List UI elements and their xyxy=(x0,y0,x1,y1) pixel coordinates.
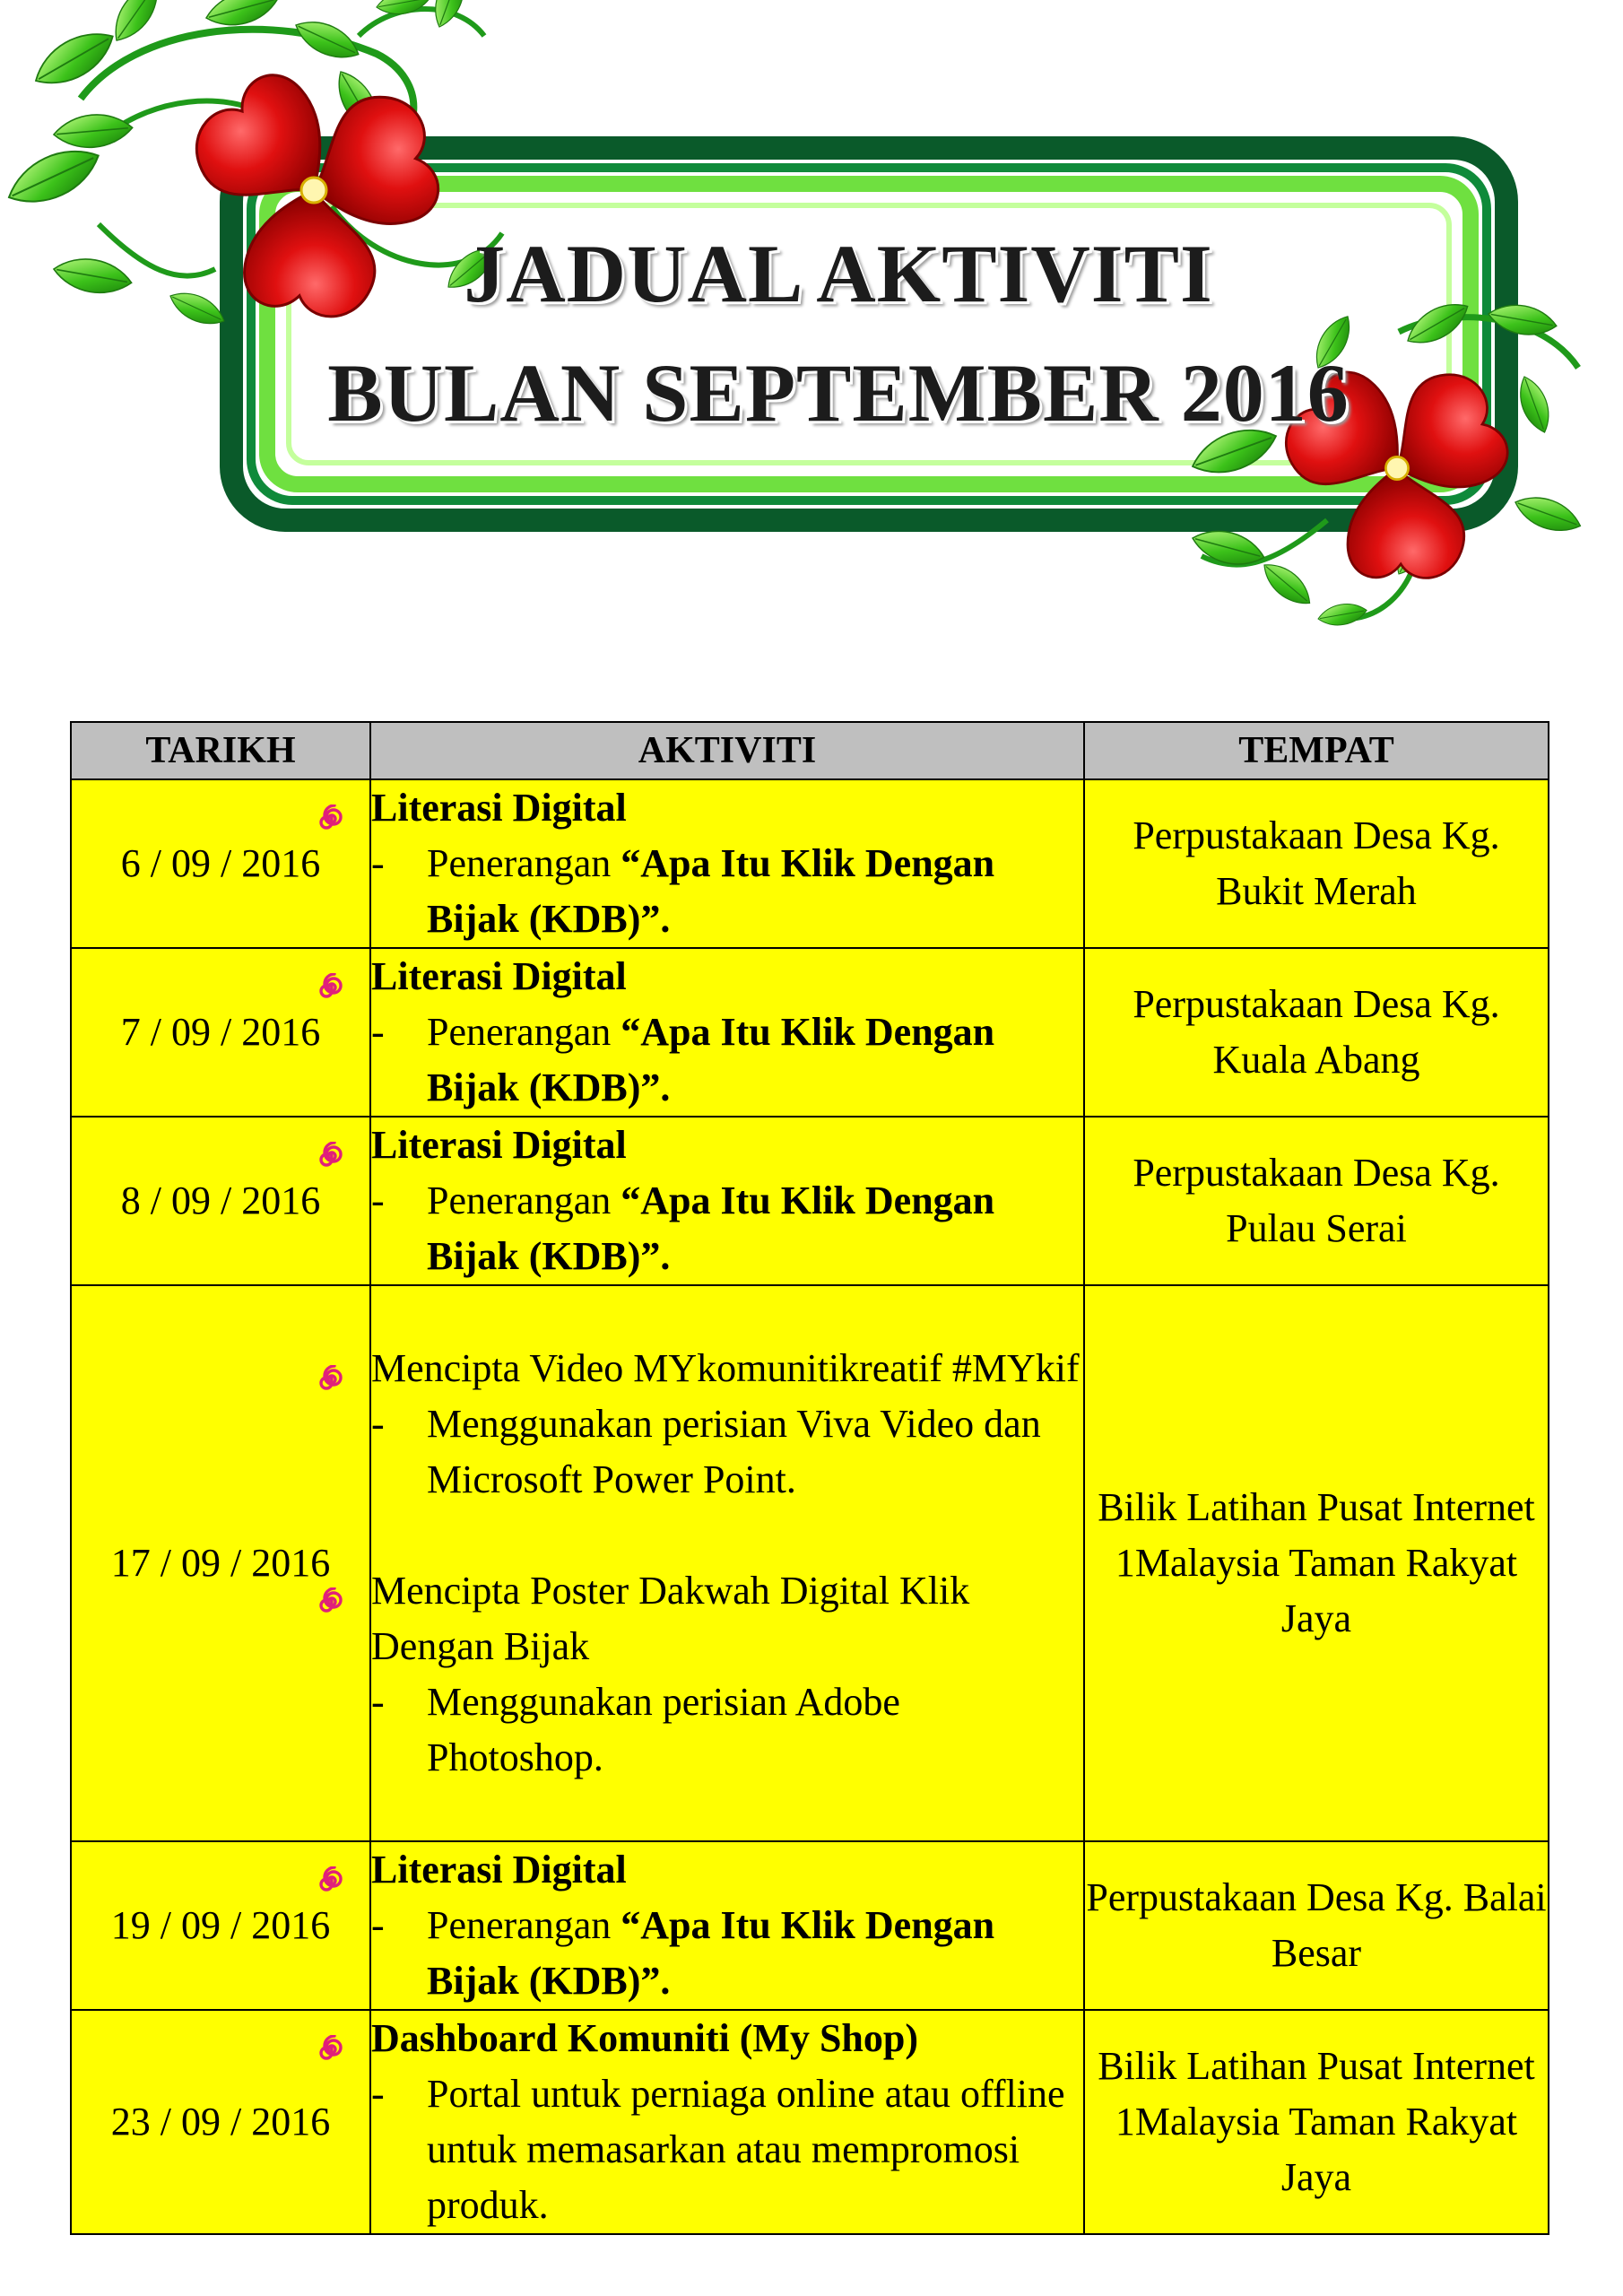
location-text: Bilik Latihan Pusat Internet 1Malaysia Taman Rakyat Jaya xyxy=(1098,2044,1535,2199)
activity-cell xyxy=(370,1841,1084,2010)
activity-item xyxy=(371,1118,1083,1284)
dash-marker: - xyxy=(371,1680,385,1724)
activity-cell xyxy=(370,1285,1084,1841)
activity-detail xyxy=(371,1396,1083,1508)
activity-detail-text: Menggunakan perisian Adobe Photoshop. xyxy=(427,1680,900,1779)
title-banner xyxy=(0,0,1623,646)
activity-cell xyxy=(370,948,1084,1117)
activity-cell xyxy=(370,2010,1084,2234)
dash-marker: - xyxy=(371,2072,385,2116)
column-header-date: TARIKH xyxy=(71,722,370,779)
activity-detail-prefix: Penerangan xyxy=(427,1903,621,1947)
activity-detail-prefix: Penerangan xyxy=(427,1010,621,1054)
activity-cell xyxy=(370,1117,1084,1285)
location-text: Perpustakaan Desa Kg. Kuala Abang xyxy=(1133,982,1500,1082)
activity-schedule-table xyxy=(70,721,1549,2235)
location-cell xyxy=(1084,948,1549,1117)
activity-detail-prefix: Penerangan xyxy=(427,841,621,885)
date-cell: 23 / 09 / 2016 xyxy=(71,2010,370,2234)
activity-detail xyxy=(371,2066,1083,2233)
spiral-bullet-icon xyxy=(316,1576,344,1605)
activity-detail-text: Menggunakan perisian Viva Video dan Microsoft Power Point. xyxy=(427,1402,1041,1501)
activity-detail xyxy=(371,1898,1083,2009)
table-row xyxy=(71,1117,1549,1285)
activity-item xyxy=(371,1563,1083,1786)
dash-marker: - xyxy=(371,1010,385,1054)
activity-item xyxy=(371,1341,1083,1508)
date-cell: 8 / 09 / 2016 xyxy=(71,1117,370,1285)
dash-marker: - xyxy=(371,1903,385,1947)
spiral-bullet-icon xyxy=(316,1855,344,1883)
activity-item xyxy=(371,1842,1083,2009)
location-text: Perpustakaan Desa Kg. Pulau Serai xyxy=(1133,1151,1500,1250)
activity-detail-prefix: Penerangan xyxy=(427,1178,621,1222)
dash-marker: - xyxy=(371,1178,385,1222)
activity-cell xyxy=(370,779,1084,948)
location-cell xyxy=(1084,779,1549,948)
activity-title: Literasi Digital xyxy=(371,1848,627,1892)
date-cell: 6 / 09 / 2016 xyxy=(71,779,370,948)
activity-detail-text: “Apa Itu Klik Dengan Bijak (KDB)”. xyxy=(427,841,995,941)
spiral-bullet-icon xyxy=(316,793,344,822)
date-cell: 19 / 09 / 2016 xyxy=(71,1841,370,2010)
table-header-row xyxy=(71,722,1549,779)
activity-detail xyxy=(371,1004,1083,1116)
activity-title: Dashboard Komuniti (My Shop) xyxy=(371,2016,919,2060)
location-text: Perpustakaan Desa Kg. Bukit Merah xyxy=(1133,813,1500,913)
spiral-bullet-icon xyxy=(316,961,344,990)
table-row xyxy=(71,1841,1549,2010)
page-title-line-1: JADUAL AKTIVITI xyxy=(464,228,1213,319)
column-header-location: TEMPAT xyxy=(1084,722,1549,779)
activity-title: Literasi Digital xyxy=(371,954,627,998)
location-text: Perpustakaan Desa Kg. Balai Besar xyxy=(1086,1875,1547,1975)
spiral-bullet-icon xyxy=(316,1130,344,1159)
location-cell xyxy=(1084,2010,1549,2234)
table-row xyxy=(71,779,1549,948)
activity-detail xyxy=(371,836,1083,947)
activity-item xyxy=(371,949,1083,1116)
activity-item xyxy=(371,2011,1083,2233)
activity-detail-text: “Apa Itu Klik Dengan Bijak (KDB)”. xyxy=(427,1178,995,1278)
activity-detail-text: “Apa Itu Klik Dengan Bijak (KDB)”. xyxy=(427,1010,995,1109)
activity-detail xyxy=(371,1173,1083,1284)
activity-item xyxy=(371,780,1083,947)
spiral-bullet-icon xyxy=(316,1353,344,1382)
location-cell xyxy=(1084,1285,1549,1841)
activity-title: Mencipta Video MYkomunitikreatif #MYkif xyxy=(371,1346,1080,1390)
activity-title: Mencipta Poster Dakwah Digital Klik Dengan Bijak xyxy=(371,1569,970,1668)
location-cell xyxy=(1084,1117,1549,1285)
table-row xyxy=(71,948,1549,1117)
table-row xyxy=(71,2010,1549,2234)
activity-title: Literasi Digital xyxy=(371,786,627,830)
dash-marker: - xyxy=(371,1402,385,1446)
date-cell: 17 / 09 / 2016 xyxy=(71,1285,370,1841)
column-header-activity: AKTIVITI xyxy=(370,722,1084,779)
date-cell: 7 / 09 / 2016 xyxy=(71,948,370,1117)
activity-detail-text: Portal untuk perniaga online atau offline untuk memasarkan atau mempromosi produk. xyxy=(427,2072,1065,2227)
table-row xyxy=(71,1285,1549,1841)
location-cell xyxy=(1084,1841,1549,2010)
banner-frame-graphic xyxy=(0,0,1623,646)
spiral-bullet-icon xyxy=(316,2023,344,2052)
dash-marker: - xyxy=(371,841,385,885)
activity-detail-text: “Apa Itu Klik Dengan Bijak (KDB)”. xyxy=(427,1903,995,2003)
activity-title: Literasi Digital xyxy=(371,1123,627,1167)
page-title-line-2: BULAN SEPTEMBER 2016 xyxy=(327,347,1350,439)
location-text: Bilik Latihan Pusat Internet 1Malaysia Taman Rakyat Jaya xyxy=(1098,1485,1535,1640)
activity-detail xyxy=(371,1674,1083,1786)
